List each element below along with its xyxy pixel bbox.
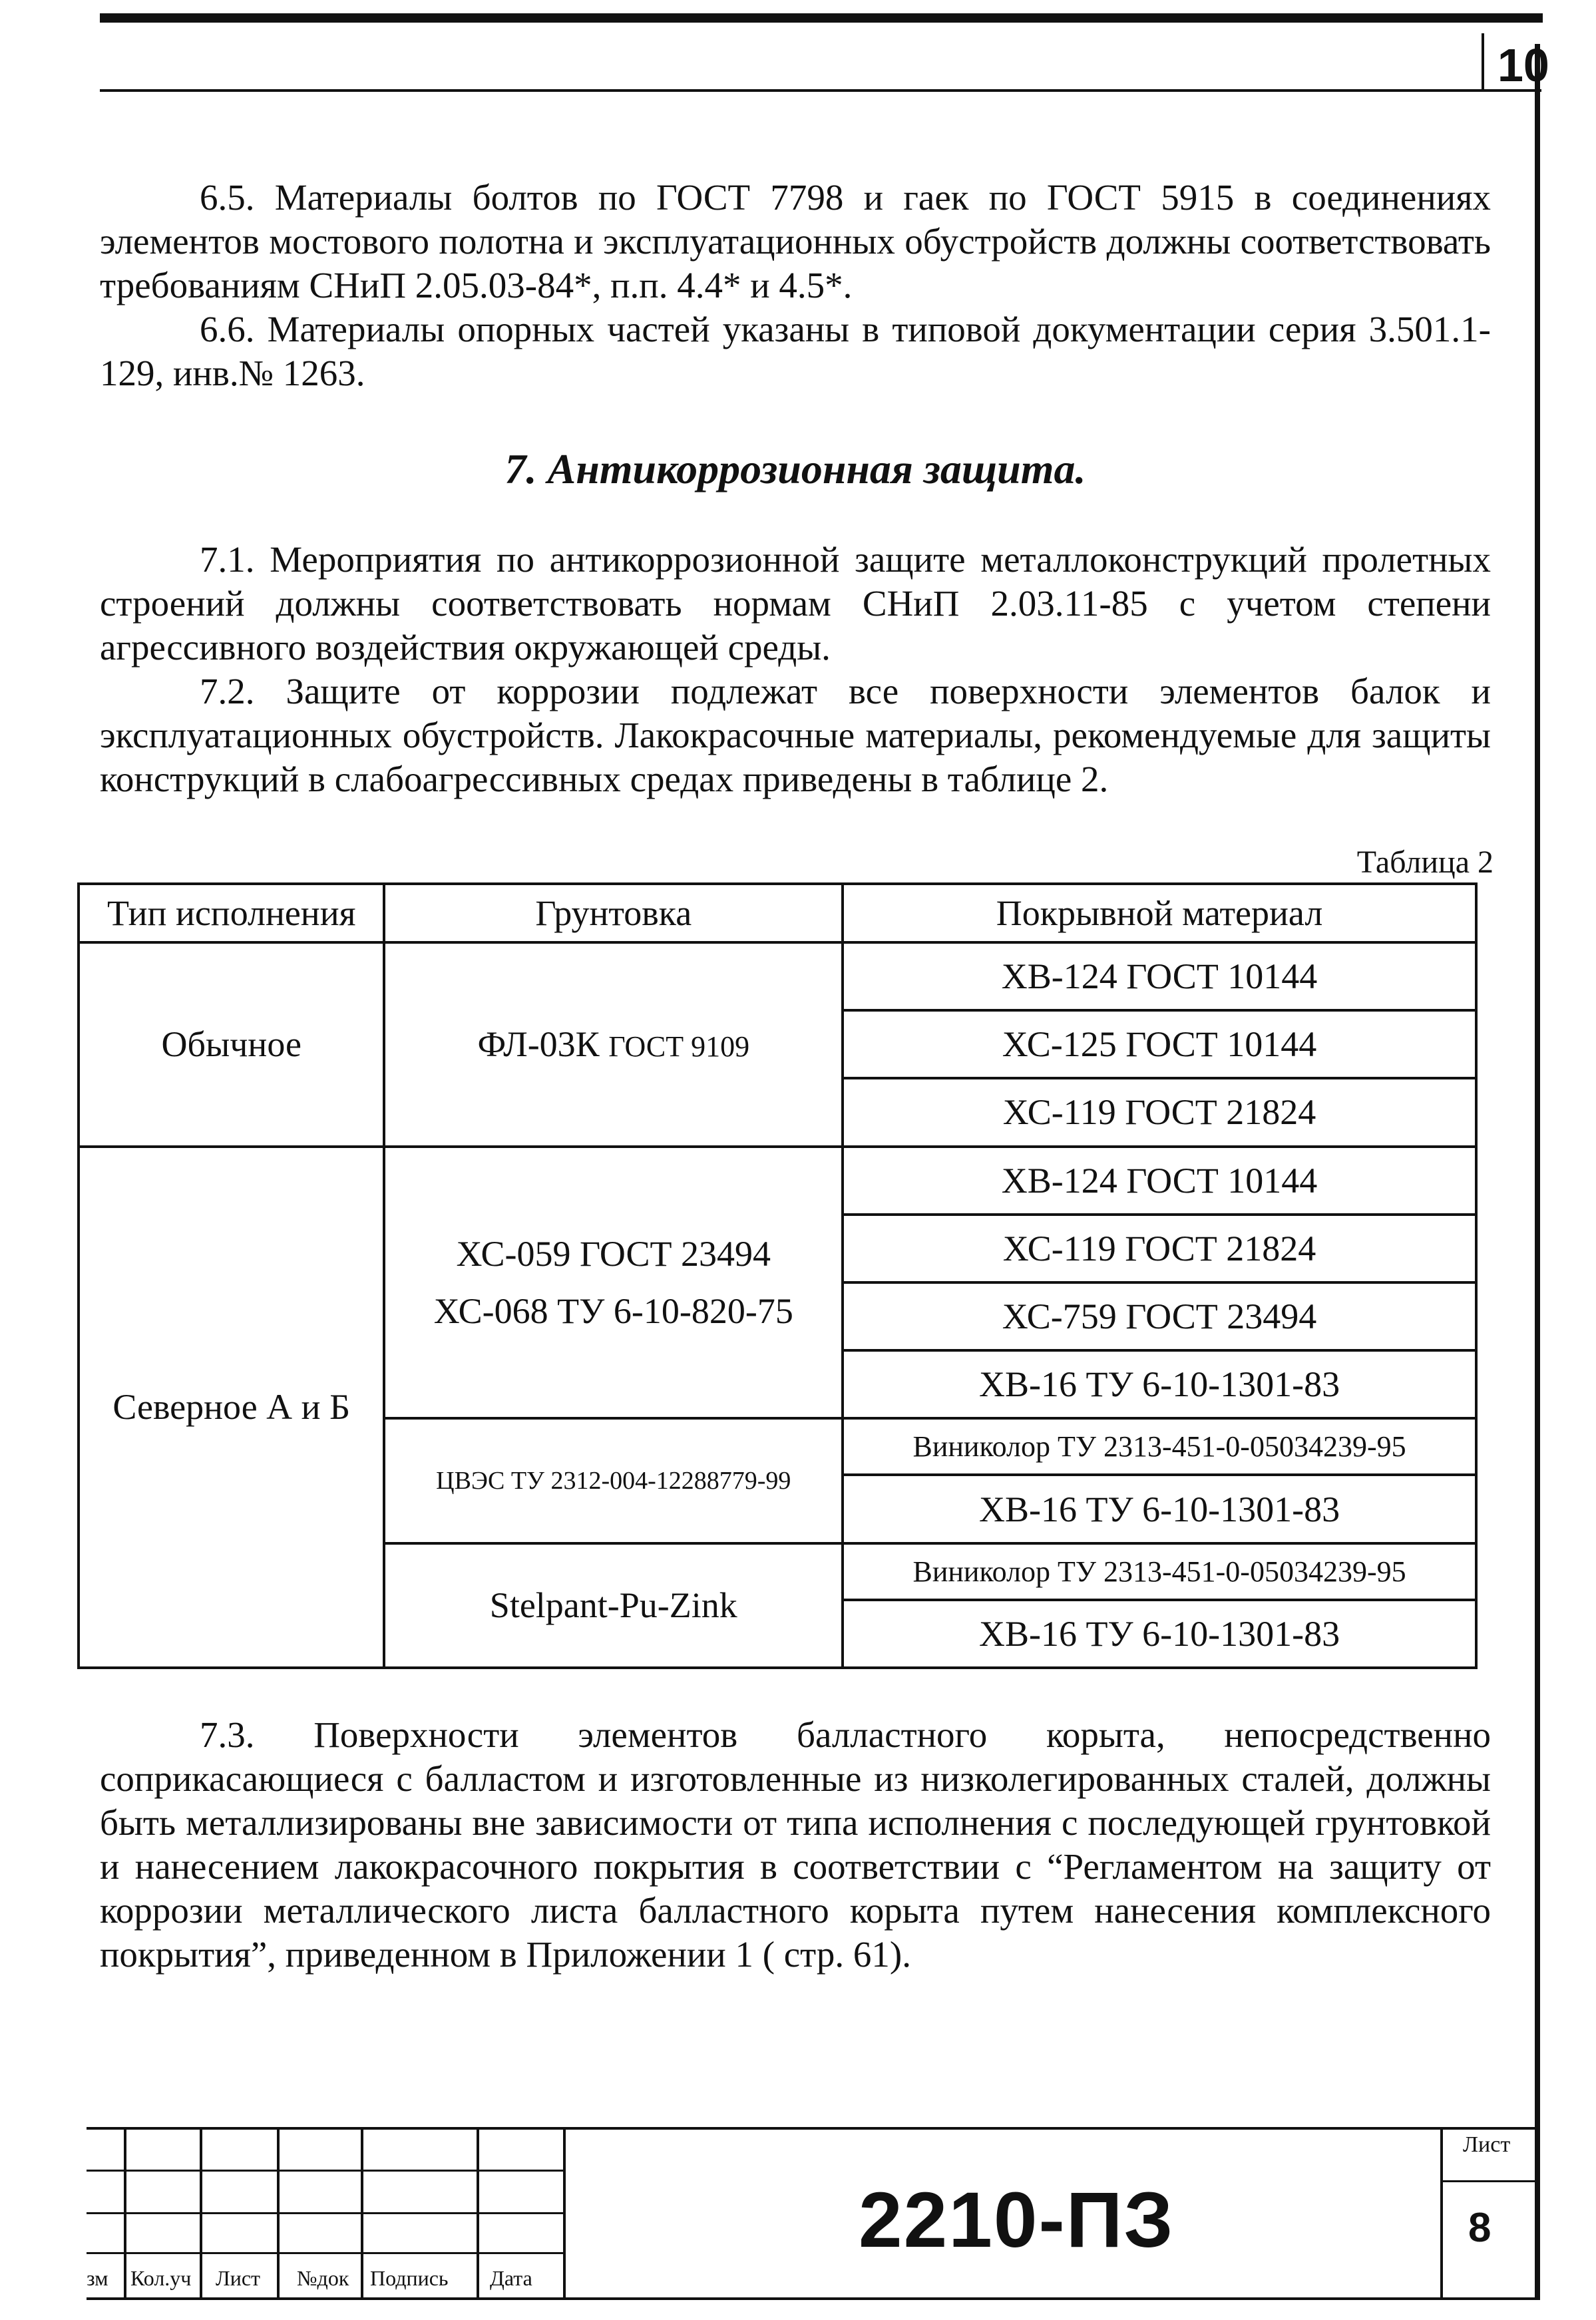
title-block-col-line [277, 2130, 280, 2297]
section-7-heading: 7. Антикоррозионная защита. [504, 445, 1086, 492]
title-block-row-line [87, 2252, 566, 2254]
table-row [79, 942, 1476, 1010]
primer-north-1b: ХС-068 ТУ 6-10-820-75 [433, 1290, 793, 1331]
coat-north3-2: ХВ-16 ТУ 6-10-1301-83 [843, 1600, 1476, 1668]
table-header-row [79, 884, 1476, 942]
title-block-row-line [87, 2170, 566, 2172]
section-7-text [100, 538, 1491, 801]
header-type: Тип исполнения [79, 884, 384, 942]
label-kol-uch: Кол.уч [130, 2266, 192, 2290]
label-podpis: Подпись [370, 2266, 449, 2290]
paragraph-7-2: 7.2. Защите от коррозии подлежат все поверхности элементов балок и эксплуатационных обустройств. Лакокрасочные материалы, рекомендуемые для защиты конструкций в слабоагрессивных средах приведены в таблице 2. [100, 671, 1491, 799]
document-code: 2210-ПЗ [859, 2176, 1175, 2264]
title-block-col-line [200, 2130, 202, 2297]
page-number-divider [1482, 33, 1484, 91]
header-line [100, 89, 1541, 92]
coat-north1-3: ХС-759 ГОСТ 23494 [843, 1282, 1476, 1350]
type-north: Северное А и Б [79, 1147, 384, 1668]
coat-normal-3: ХС-119 ГОСТ 21824 [843, 1078, 1476, 1146]
title-block [87, 2127, 1536, 2300]
primer-north-1a: ХС-059 ГОСТ 23494 [456, 1233, 771, 1274]
paragraph-6-5: 6.5. Материалы болтов по ГОСТ 7798 и гаек по ГОСТ 5915 в соединениях элементов мостового полотна и эксплуатационных обустройств должны соответствовать требованиям СНиП 2.05.03-84*, п.п. 4.4* и 4.5*. [100, 177, 1491, 305]
label-list: Лист [216, 2266, 261, 2290]
type-normal: Обычное [79, 942, 384, 1147]
title-block-col-line [124, 2130, 126, 2297]
paragraph-6-6: 6.6. Материалы опорных частей указаны в типовой документации серия 3.501.1-129, инв.№ 1263. [100, 309, 1491, 393]
label-data: Дата [490, 2266, 532, 2290]
label-ndok: №док [297, 2266, 349, 2290]
sheet-number: 8 [1468, 2205, 1492, 2251]
coat-normal-1: ХВ-124 ГОСТ 10144 [843, 942, 1476, 1010]
title-block-row-line [87, 2212, 566, 2214]
coat-north1-1: ХВ-124 ГОСТ 10144 [843, 1147, 1476, 1215]
paragraph-7-1: 7.1. Мероприятия по антикоррозионной защите металлоконструкций пролетных строений должны соответствовать нормам СНиП 2.03.11-85 с учетом степени агрессивного воздействия окружающей среды. [100, 539, 1491, 668]
primer-north-3: Stelpant-Pu-Zink [384, 1543, 843, 1668]
table-row [79, 1147, 1476, 1215]
title-block-col-line [563, 2130, 566, 2297]
paragraph-7-3: 7.3. Поверхности элементов балластного корыта, непосредственно соприкасающиеся с балластом и изготовленные из низколегированных сталей, должны быть металлизированы вне зависимости от типа исполнения с последующей грунтовкой и нанесением лакокрасочного покрытия в соответствии с “Регламентом на защиту от коррозии металлического листа балластного корыта путем нанесения комплексного покрытия”, приведенном в Приложении 1 ( стр. 61). [100, 1714, 1491, 1975]
sheet-label: Лист [1463, 2132, 1511, 2157]
title-block-col-line [477, 2130, 479, 2297]
coat-normal-2: ХС-125 ГОСТ 10144 [843, 1010, 1476, 1078]
title-block-col-line [361, 2130, 363, 2297]
primer-normal-standard: ГОСТ 9109 [608, 1030, 750, 1063]
header-primer: Грунтовка [384, 884, 843, 942]
primer-north-2: ЦВЭС ТУ 2312-004-12288779-99 [384, 1418, 843, 1543]
page-number: 10 [1497, 39, 1549, 91]
coat-north1-2: ХС-119 ГОСТ 21824 [843, 1215, 1476, 1282]
primer-normal [384, 942, 843, 1147]
coat-north2-2: ХВ-16 ТУ 6-10-1301-83 [843, 1475, 1476, 1543]
right-frame-line [1535, 44, 1540, 2300]
top-frame-line [100, 13, 1543, 23]
primer-north-1 [384, 1147, 843, 1419]
section-7-3-text [100, 1713, 1491, 1977]
coat-north1-4: ХВ-16 ТУ 6-10-1301-83 [843, 1350, 1476, 1418]
table-caption: Таблица 2 [1356, 845, 1494, 880]
section-6-text [100, 176, 1491, 395]
materials-table [77, 882, 1478, 1669]
coat-north3-1: Виниколор ТУ 2313-451-0-05034239-95 [843, 1543, 1476, 1600]
title-block-col-line [1440, 2130, 1443, 2297]
title-block-row-line [1440, 2180, 1536, 2182]
primer-normal-name: ФЛ-03К [477, 1024, 600, 1065]
header-coating: Покрывной материал [843, 884, 1476, 942]
coat-north2-1: Виниколор ТУ 2313-451-0-05034239-95 [843, 1418, 1476, 1475]
label-izm: зм [87, 2266, 108, 2290]
